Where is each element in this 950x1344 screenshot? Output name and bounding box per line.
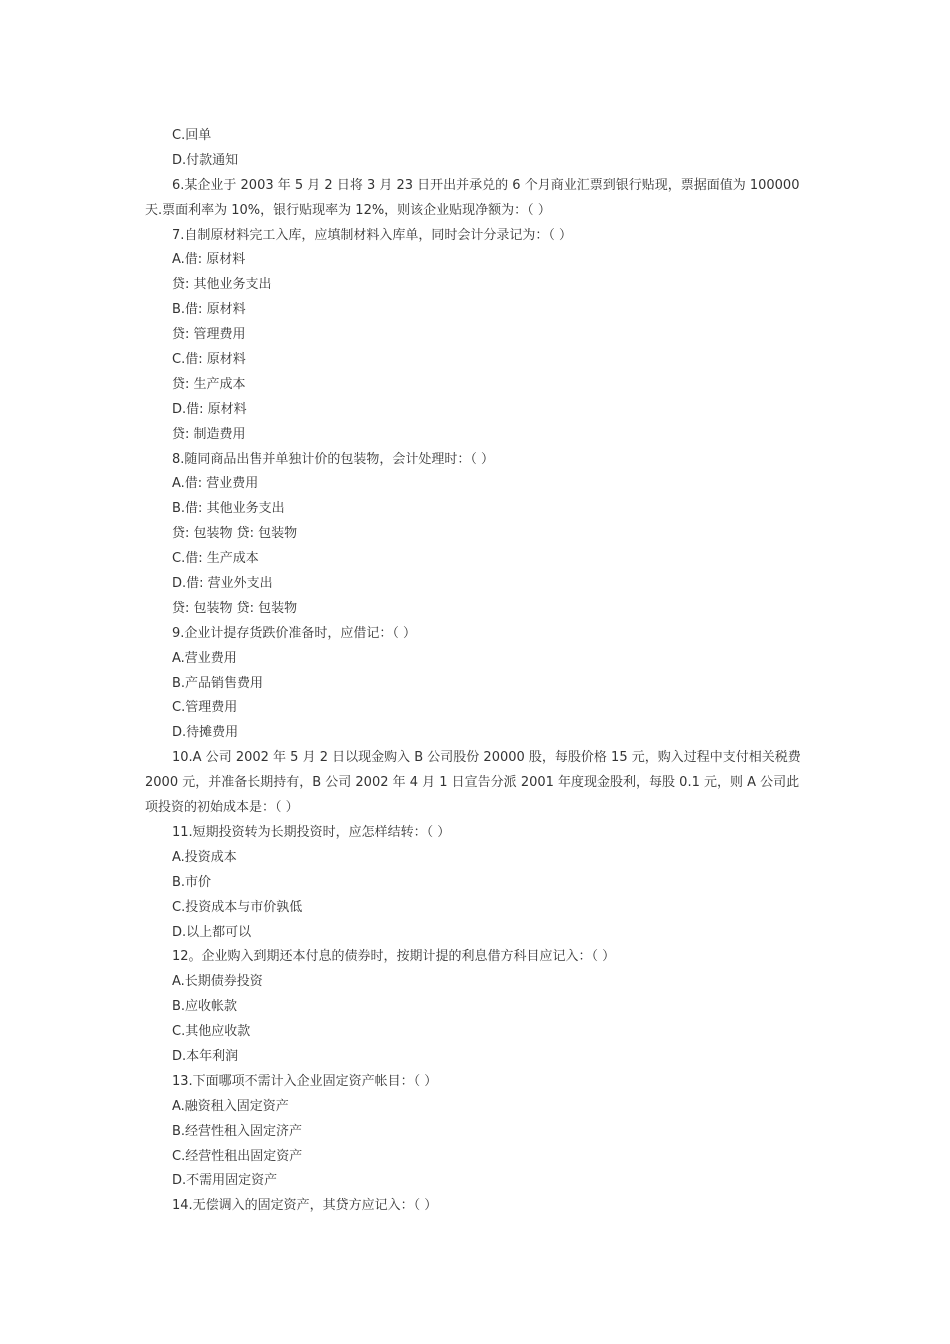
- text-line: A.长期债券投资: [172, 974, 263, 990]
- text-line: D.借: 营业外支出: [172, 576, 273, 592]
- text-line: D.借: 原材料: [172, 401, 247, 417]
- text-line: 7.自制原材料完工入库，应填制材料入库单，同时会计分录记为：（ ）: [172, 227, 573, 243]
- text-line: 贷: 生产成本: [172, 376, 246, 392]
- text-line: A.营业费用: [172, 650, 237, 666]
- text-line: 12。企业购入到期还本付息的债券时，按期计提的利息借方科目应记入：（ ）: [172, 949, 616, 965]
- text-line: C.回单: [172, 128, 212, 143]
- text-line: 11.短期投资转为长期投资时，应怎样结转：（ ）: [172, 824, 451, 840]
- text-line: 9.企业计提存货跌价准备时，应借记：（ ）: [172, 625, 417, 641]
- text-line: 贷: 管理费用: [172, 327, 246, 343]
- document-body: [145, 124, 810, 1219]
- text-line: 贷: 其他业务支出: [172, 277, 272, 293]
- text-line: 14.无偿调入的固定资产，其贷方应记入：（ ）: [172, 1198, 438, 1214]
- text-line: C.经营性租出固定资产: [172, 1148, 303, 1164]
- text-line: B.借: 其他业务支出: [172, 501, 285, 517]
- text-line: 8.随同商品出售并单独计价的包装物，会计处理时：（ ）: [172, 451, 495, 467]
- text-line: A.借: 营业费用: [172, 476, 259, 492]
- text-line: B.经营性租入固定济产: [172, 1123, 303, 1139]
- text-line: 贷: 制造费用: [172, 426, 246, 442]
- text-line: D.本年利润: [172, 1048, 239, 1064]
- text-line: C.投资成本与市价孰低: [172, 899, 303, 915]
- text-line: D.不需用固定资产: [172, 1173, 278, 1189]
- text-line: D.待摊费用: [172, 725, 239, 741]
- text-line: 贷: 包装物 贷: 包装物: [172, 526, 298, 542]
- text-line: 6.某企业于 2003 年 5 月 2 日将 3 月 23 日开出并承兑的 6 个月商业汇票到银行贴现，票据面值为 100000: [172, 177, 800, 193]
- text-line: 2000 元，并准备长期持有，B 公司 2002 年 4 月 1 日宣告分派 2001 年度现金股利，每股 0.1 元，则 A 公司此: [145, 775, 800, 791]
- text-line: 项投资的初始成本是：（ ）: [145, 800, 299, 816]
- text-line: A.融资租入固定资产: [172, 1098, 289, 1114]
- text-line: B.市价: [172, 874, 212, 890]
- text-line: 13.下面哪项不需计入企业固定资产帐目：（ ）: [172, 1073, 438, 1089]
- text-line: C.借: 原材料: [172, 352, 246, 368]
- text-line: A.投资成本: [172, 849, 237, 865]
- text-line: B.产品销售费用: [172, 675, 264, 691]
- text-line: C.其他应收款: [172, 1024, 251, 1040]
- text-line: 10.A 公司 2002 年 5 月 2 日以现金购入 B 公司股份 20000 股，每股价格 15 元，购入过程中支付相关税费: [172, 750, 801, 766]
- text-line: 天.票面利率为 10%，银行贴现率为 12%，则该企业贴现净额为：（ ）: [145, 202, 551, 218]
- text-line: B.应收帐款: [172, 999, 238, 1015]
- text-line: 贷: 包装物 贷: 包装物: [172, 600, 298, 616]
- text-line: C.管理费用: [172, 700, 238, 716]
- text-line: D.付款通知: [172, 152, 239, 168]
- text-line: A.借: 原材料: [172, 252, 246, 268]
- text-line: C.借: 生产成本: [172, 551, 259, 567]
- text-line: D.以上都可以: [172, 924, 252, 940]
- text-line: B.借: 原材料: [172, 302, 246, 318]
